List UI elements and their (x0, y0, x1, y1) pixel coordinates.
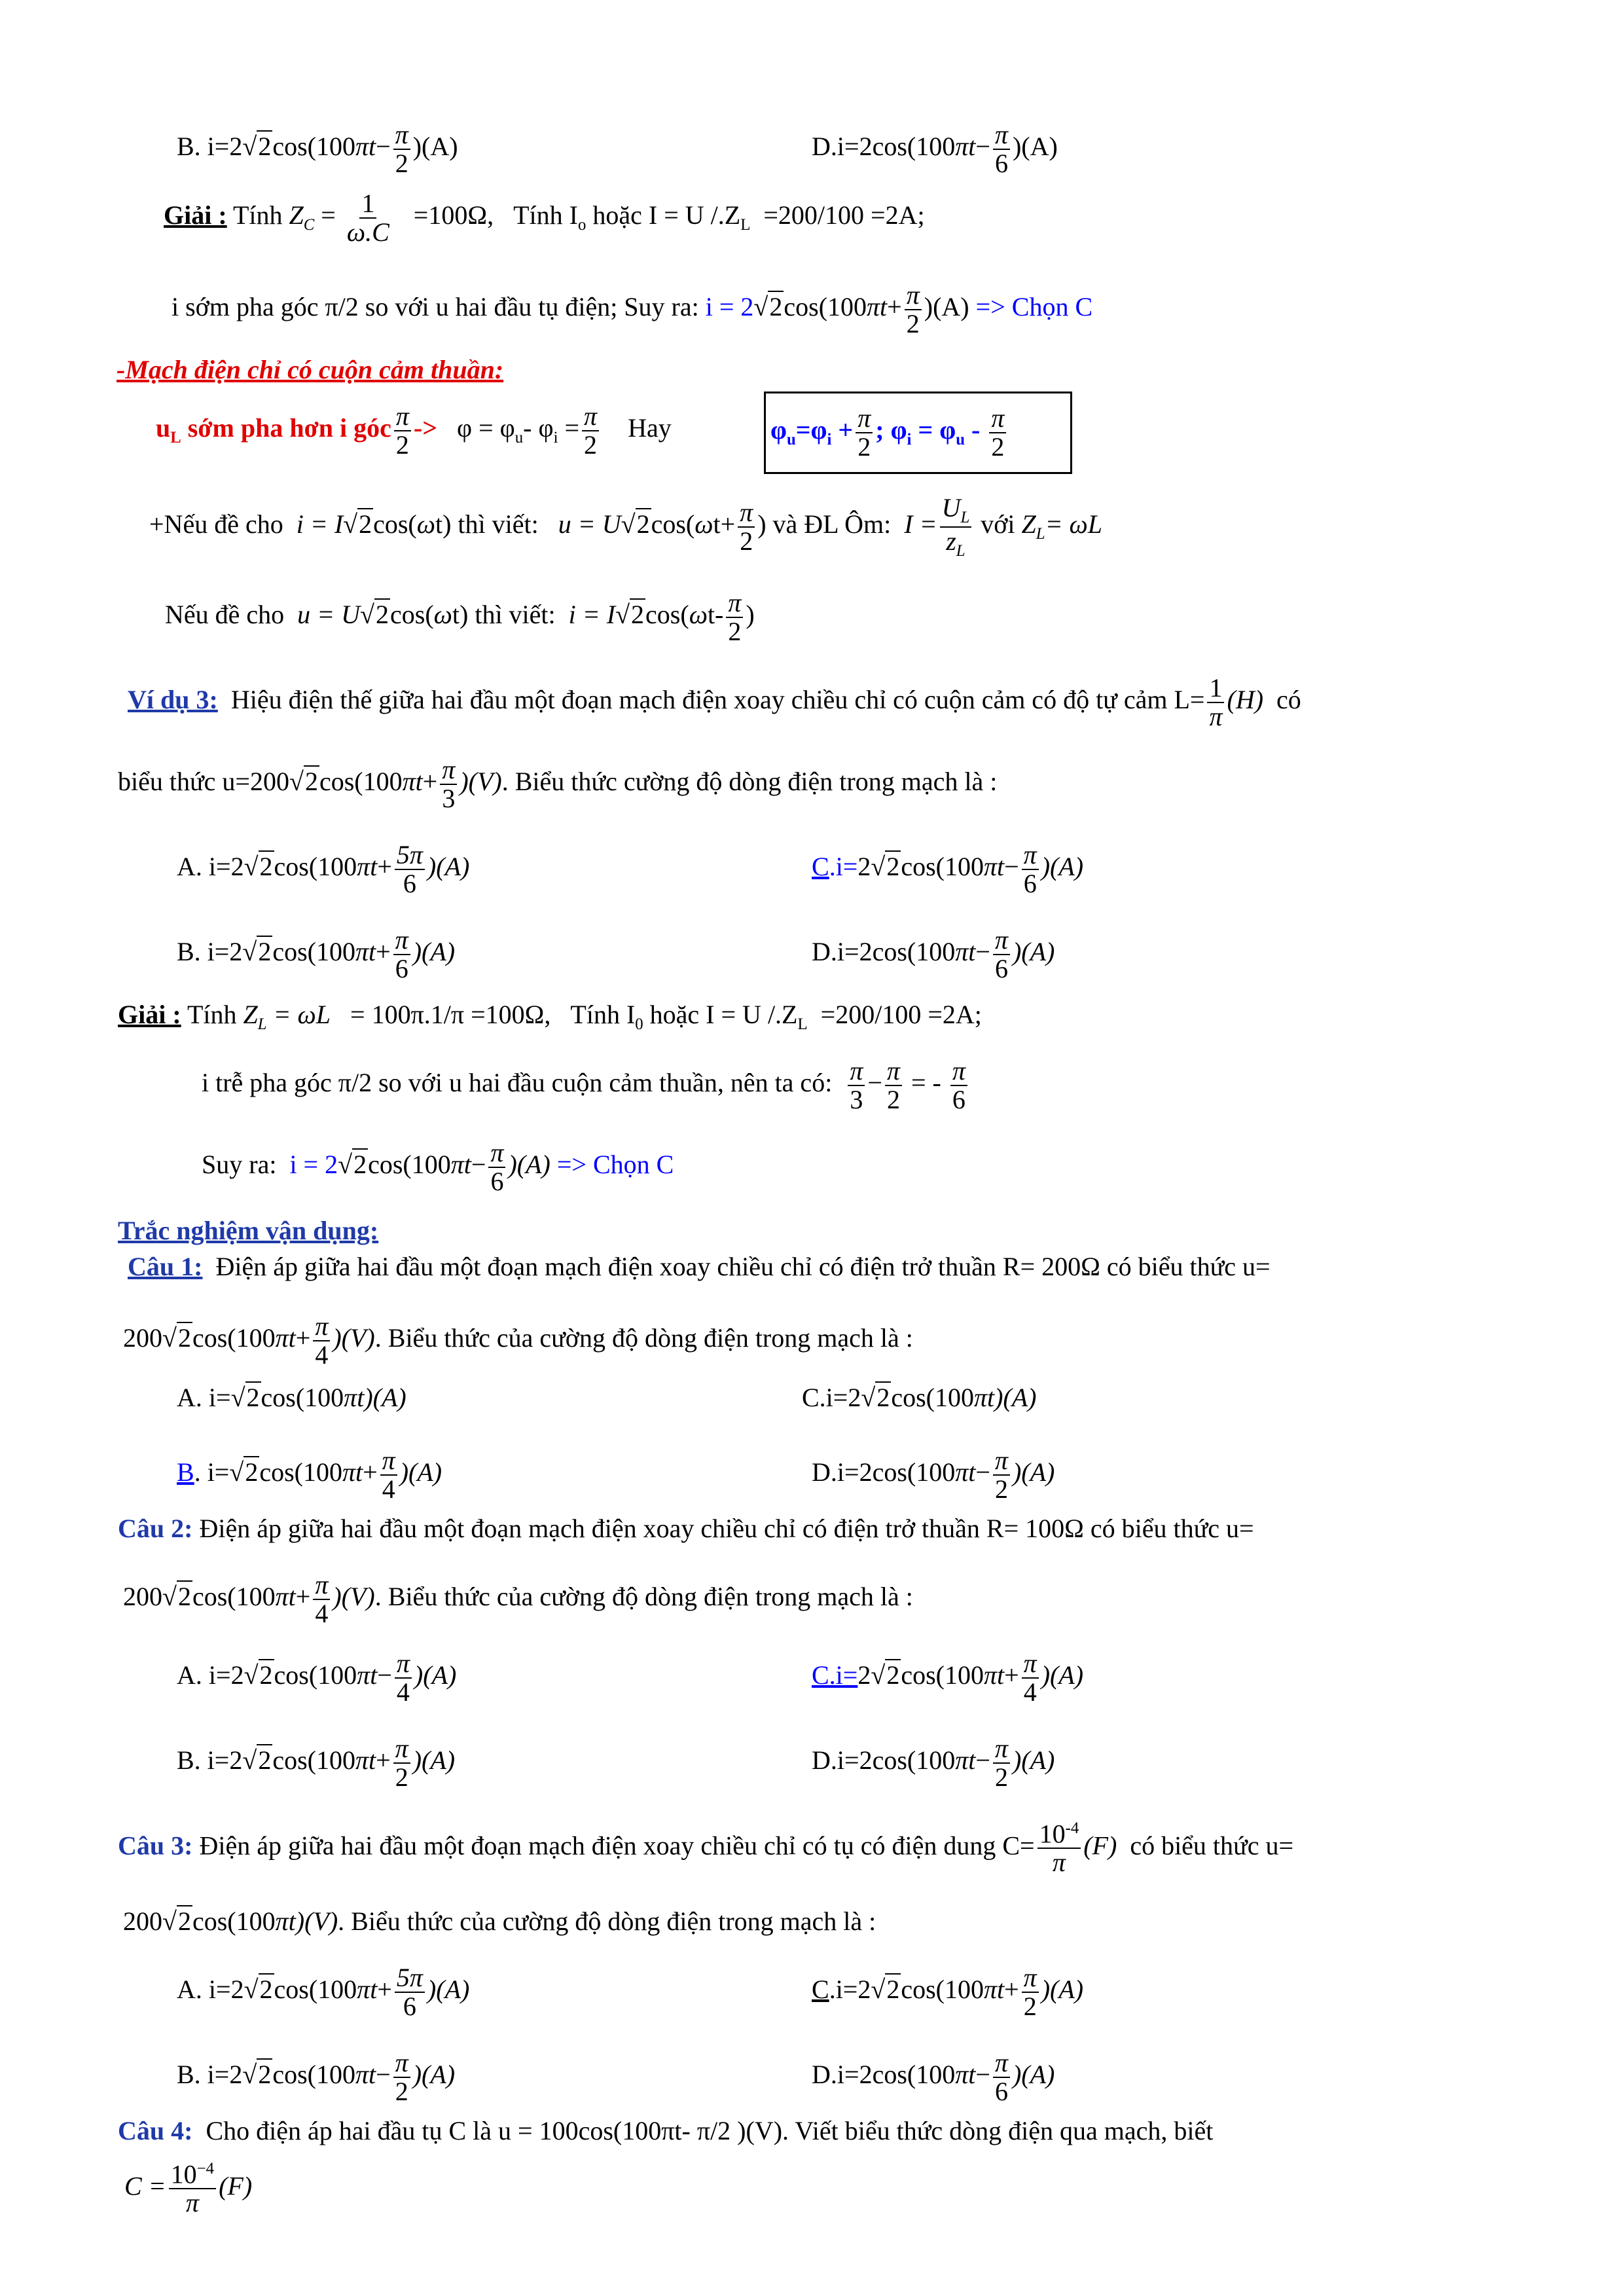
sqrt: √2 (244, 1975, 273, 2005)
ex3-option-d: D.i=2cos(100πt− $\frac{\pi}{6}$ )(A) (812, 925, 1055, 983)
example-3: Ví dụ 3: Hiệu điện thế giữa hai đầu một đoạn mạch điện xoay chiều chỉ có cuộn cảm có độ tự cảm L= $\frac{1}{\pi}$ (H) có (128, 673, 1301, 731)
solution-1: Giải : Tính $Z_C$ = $\frac{1}{\omega.C}$ =100Ω, Tính $I_o$ hoặc I = U $/.Z_L =200/100 =2A$; (164, 189, 925, 247)
fraction: $\frac{10^{-4}}{\pi}$ (169, 2160, 216, 2217)
fraction: $\frac{\pi}{4}$ (395, 1650, 412, 1706)
ex3-option-b: B. i=2√2cos(100πt+ $\frac{\pi}{6}$ )(A) (177, 925, 456, 983)
fraction: $\frac{\pi}{3}$ (848, 1057, 865, 1114)
sqrt: √2 (162, 1906, 191, 1936)
solution-2-phase: i trễ pha góc π/2 so với u hai đầu cuộn cảm thuần, nên ta có: $\frac{\pi}{3}$ − $\frac{\pi}{2}$ = - $\frac{\pi}{6}$ (202, 1057, 970, 1114)
if-given-u: Nếu đề cho u = U√2cos(ωt) thì viết: i = I√2cos(ωt- $\frac{\pi}{2}$ ) (165, 588, 755, 646)
question-label: Câu 2: (118, 1514, 193, 1543)
fraction: $\frac{\pi}{3}$ (440, 756, 457, 812)
question-3: Câu 3: Điện áp giữa hai đầu một đoạn mạch điện xoay chiều chỉ có tụ có điện dung C= $\frac{10^{-4}}{\pi}$ (F) có biểu thức u= (118, 1819, 1294, 1878)
q1-option-c: C.i=2√2cos(100πt)(A) (802, 1383, 1037, 1412)
q3-option-b: B. i=2√2cos(100πt− $\frac{\pi}{2}$ )(A) (177, 2048, 456, 2106)
if-given-i: +Nếu đề cho i = I√2cos(ωt) thì viết: u = U√2cos(ωt+ $\frac{\pi}{2}$ ) và ĐL Ôm: I = $\frac{U_L}{z_L}$ với $Z_L= \omega L$ (149, 493, 1103, 560)
fraction: $\frac{10^{-4}}{\pi}$ (1038, 1820, 1081, 1876)
q1-option-d: D.i=2cos(100πt− $\frac{\pi}{2}$ )(A) (812, 1446, 1055, 1504)
sqrt: √2 (289, 767, 318, 797)
sqrt: √2 (621, 509, 650, 539)
q2-option-a: A. i=2√2cos(100πt− $\frac{\pi}{4}$ )(A) (177, 1649, 457, 1707)
solution-2: Giải : Tính $Z_L = \omega L$ = 100π.1/π =100Ω, Tính $I_0$ hoặc I = U $/.Z_L =200/100 =2A$; (118, 1000, 982, 1033)
fraction: $\frac{\pi}{2}$ (394, 403, 411, 459)
option-b-line1: B. i=2√2cos(100πt− $\frac{\pi}{2}$ )(A) (177, 120, 458, 178)
example-label: Ví dụ 3: (128, 685, 218, 715)
question-label: Câu 4: (118, 2116, 193, 2145)
fraction: $\frac{\pi}{6}$ (993, 926, 1010, 983)
question-3-expression: 200√2cos(100πt)(V). Biểu thức của cường độ dòng điện trong mạch là : (123, 1906, 876, 1936)
fraction: $\frac{5\pi}{6}$ (395, 841, 425, 898)
fraction: $\frac{\pi}{2}$ (885, 1057, 902, 1114)
question-label: Câu 1: (128, 1252, 203, 1281)
sqrt: √2 (871, 1660, 900, 1690)
sqrt: √2 (244, 1660, 273, 1690)
ex3-option-c: C.i=2√2cos(100πt− $\frac{\pi}{6}$ )(A) (812, 840, 1084, 898)
sqrt: √2 (861, 1383, 890, 1412)
fraction: $\frac{\pi}{2}$ (1022, 1964, 1039, 2020)
sqrt: √2 (229, 1457, 259, 1487)
solution-label: Giải : (164, 200, 227, 230)
sqrt: √2 (242, 1745, 272, 1776)
sqrt: √2 (242, 937, 272, 967)
solution-2-result: Suy ra: i = 2√2cos(100πt− $\frac{\pi}{6}$ )(A) => Chọn C (202, 1138, 674, 1196)
q2-option-b: B. i=2√2cos(100πt+ $\frac{\pi}{2}$ )(A) (177, 1734, 456, 1792)
fraction: $\frac{5\pi}{6}$ (395, 1964, 425, 2020)
example-3-expression: biểu thức u=200√2cos(100πt+ $\frac{\pi}{3}$ )(V). Biểu thức cường độ dòng điện trong mạch là : (118, 755, 998, 813)
sqrt: √2 (242, 2060, 272, 2090)
fraction: $\frac{\pi}{2}$ (738, 499, 755, 555)
sqrt: √2 (162, 1582, 191, 1612)
q1-option-a: A. i=√2cos(100πt)(A) (177, 1383, 406, 1412)
fraction: $\frac{\pi}{4}$ (313, 1571, 330, 1628)
option-label: B. i= (177, 132, 230, 162)
section-title-inductor: -Mạch điện chỉ có cuộn cảm thuần: (117, 355, 504, 384)
solution-1-result: i sớm pha góc π/2 so với u hai đầu tụ điện; Suy ra: i = 2√2cos(100πt+ $\frac{\pi}{2}$ )(A) => Chọn C (171, 280, 1093, 338)
sqrt: √2 (338, 1150, 367, 1180)
inductor-phase-line: $u_L$ sớm pha hơn i góc $\frac{\pi}{2}$ -> $\varphi = \varphi_u-$ $\varphi_i$ = $\frac{\pi}{2}$ Hay (156, 401, 672, 460)
fraction: $\frac{\pi}{4}$ (380, 1447, 397, 1503)
fraction: $\frac{\pi}{2}$ (582, 403, 599, 459)
fraction: $\frac{\pi}{2}$ (905, 282, 922, 338)
q3-option-c: C.i=2√2cos(100πt+ $\frac{\pi}{2}$ )(A) (812, 1963, 1084, 2021)
phase-formula: $\varphi_u=\varphi_i$ + $\frac{\pi}{2}$ ; $\varphi_i = \varphi_u$ - $\frac{\pi}{2}$ (770, 405, 1009, 461)
practice-title: Trắc nghiệm vận dụng: (118, 1216, 379, 1245)
fraction: $\frac{\pi}{6}$ (393, 926, 410, 983)
sqrt: √2 (244, 852, 273, 882)
ex3-option-a: A. i=2√2cos(100πt+ $\frac{5\pi}{6}$ )(A) (177, 840, 470, 898)
fraction: $\frac{\pi}{6}$ (950, 1057, 967, 1114)
fraction: $\frac{\pi}{2}$ (989, 405, 1006, 461)
fraction: $\frac{1}{\pi}$ (1207, 674, 1224, 731)
q2-option-c: C.i=2√2cos(100πt+ $\frac{\pi}{4}$ )(A) (812, 1649, 1084, 1707)
question-1: Câu 1: Điện áp giữa hai đầu một đoạn mạch điện xoay chiều chỉ có điện trở thuần R= 200Ω có biểu thức u= (128, 1252, 1271, 1281)
sqrt: √2 (343, 509, 372, 539)
sqrt: √2 (162, 1323, 191, 1353)
question-2-expression: 200√2cos(100πt+ $\frac{\pi}{4}$ )(V). Biểu thức của cường độ dòng điện trong mạch là : (123, 1570, 913, 1628)
question-1-expression: 200√2cos(100πt+ $\frac{\pi}{4}$ )(V). Biểu thức của cường độ dòng điện trong mạch là : (123, 1311, 913, 1370)
fraction: $\frac{\pi}{2}$ (993, 1735, 1010, 1791)
fraction: $\frac{\pi}{2}$ (393, 1735, 410, 1791)
sqrt: √2 (242, 132, 272, 162)
sqrt: √2 (230, 1383, 260, 1412)
fraction: $\frac{\pi}{6}$ (993, 2049, 1010, 2105)
solution-label: Giải : (118, 1000, 181, 1029)
fraction: $\frac{\pi}{4}$ (313, 1313, 330, 1369)
fraction: $\frac{\pi}{6}$ (993, 121, 1010, 177)
q1-option-b: B. i=√2cos(100πt+ $\frac{\pi}{4}$ )(A) (177, 1446, 442, 1504)
sqrt: √2 (871, 852, 900, 882)
fraction: $\frac{\pi}{2}$ (856, 405, 873, 461)
fraction: $\frac{1}{\omega.C}$ (346, 189, 389, 247)
q3-option-a: A. i=2√2cos(100πt+ $\frac{5\pi}{6}$ )(A) (177, 1963, 470, 2021)
option-d-line1: D.i=2cos(100πt− $\frac{\pi}{6}$ )(A) (812, 120, 1058, 178)
question-2: Câu 2: Điện áp giữa hai đầu một đoạn mạch điện xoay chiều chỉ có điện trở thuần R= 100Ω có biểu thức u= (118, 1514, 1254, 1543)
fraction: $\frac{\pi}{2}$ (393, 121, 410, 177)
sqrt: √2 (615, 600, 645, 630)
fraction: $\frac{\pi}{2}$ (726, 589, 743, 646)
sqrt: √2 (753, 292, 783, 322)
q2-option-d: D.i=2cos(100πt− $\frac{\pi}{2}$ )(A) (812, 1734, 1055, 1792)
q3-option-d: D.i=2cos(100πt− $\frac{\pi}{6}$ )(A) (812, 2048, 1055, 2106)
sqrt: √2 (871, 1975, 900, 2005)
sqrt: √2 (360, 600, 389, 630)
question-4: Câu 4: Cho điện áp hai đầu tụ C là u = 100cos(100πt- π/2 )(V). Viết biểu thức dòng điện qua mạch, biết (118, 2116, 1214, 2145)
fraction: $\frac{\pi}{6}$ (488, 1139, 505, 1195)
fraction: $\frac{U_L}{z_L}$ (940, 494, 972, 560)
fraction: $\frac{\pi}{4}$ (1022, 1650, 1039, 1706)
question-label: Câu 3: (118, 1831, 193, 1861)
fraction: $\frac{\pi}{2}$ (393, 2049, 410, 2105)
question-4-capacitance: C = $\frac{10^{-4}}{\pi}$ (F) (124, 2159, 253, 2218)
fraction: $\frac{\pi}{2}$ (993, 1447, 1010, 1503)
fraction: $\frac{\pi}{6}$ (1022, 841, 1039, 898)
